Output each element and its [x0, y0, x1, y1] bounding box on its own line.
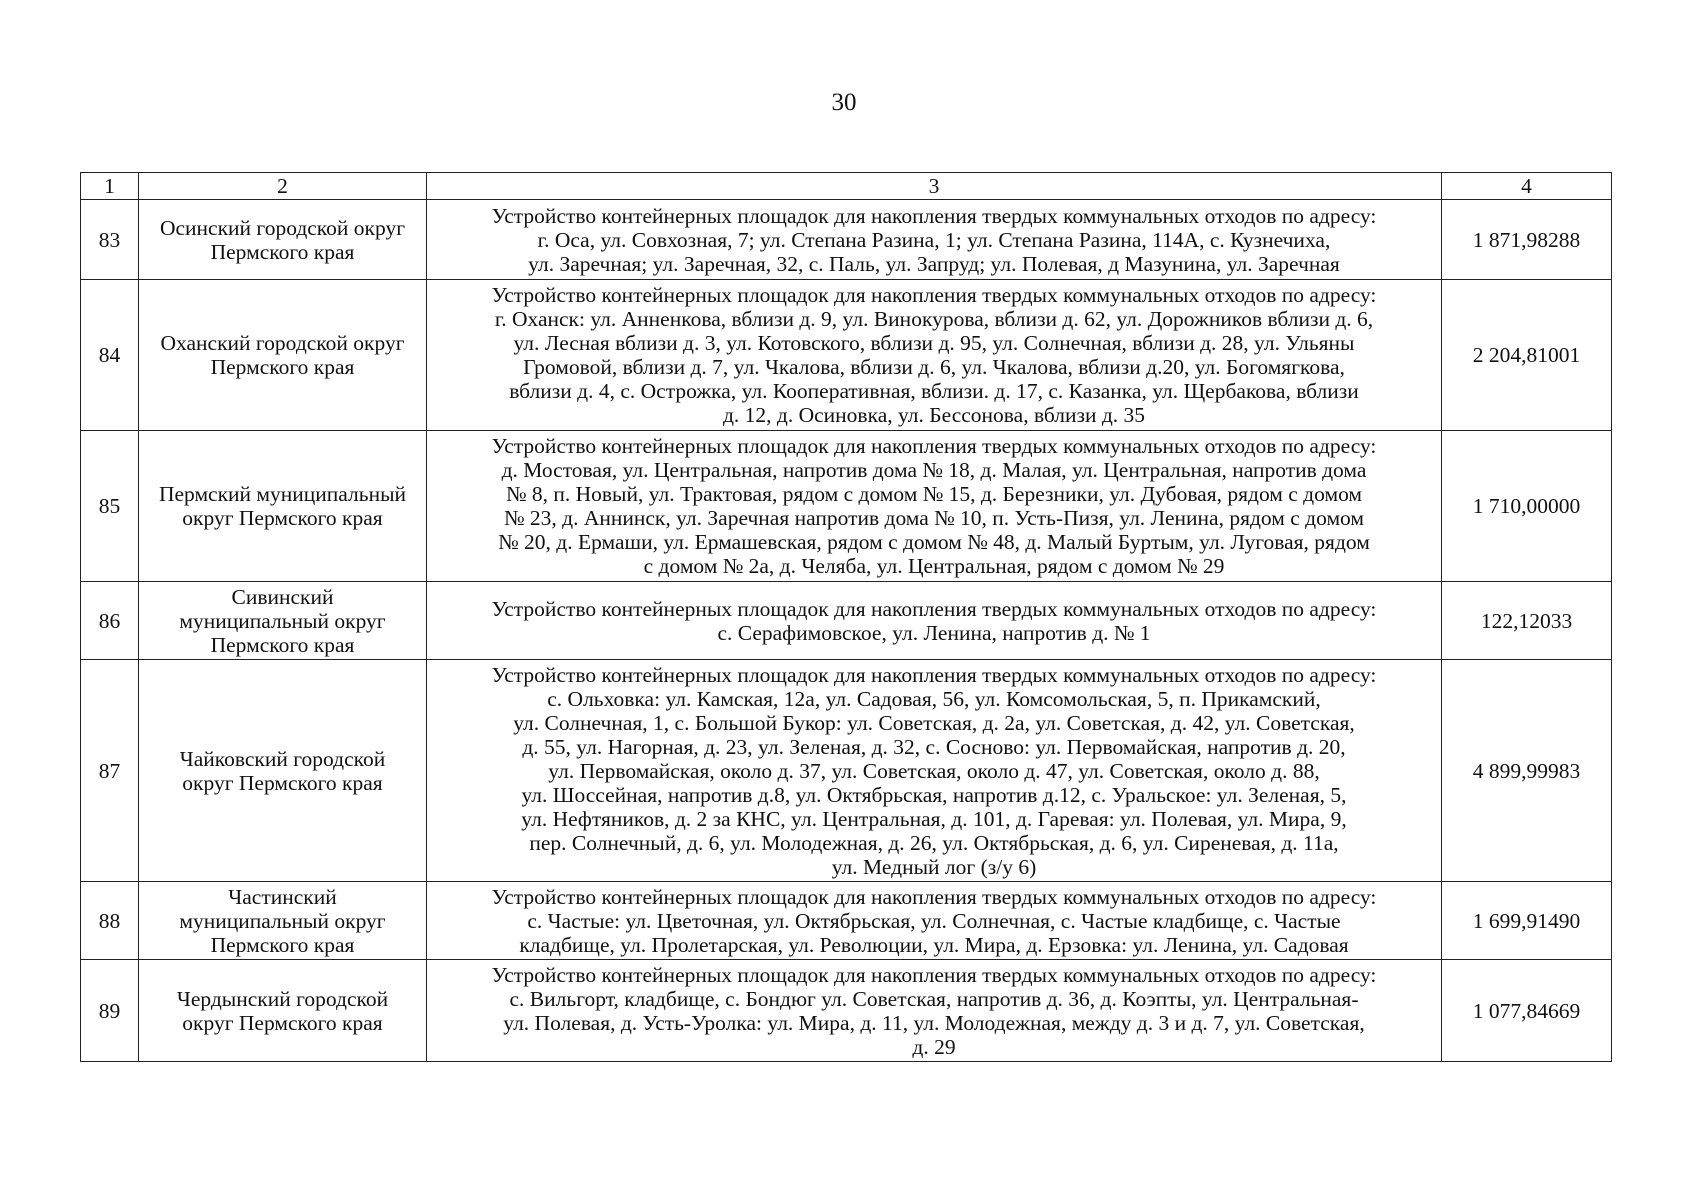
amount-value: 1 871,98288: [1442, 200, 1612, 280]
project-description: Устройство контейнерных площадок для накопления твердых коммунальных отходов по адресу: с. Ольховка: ул. Камская, 12а, ул. Садовая, 56, ул. Комсомольская, 5, п. Прикамский, ул. Солнечная, 1, с. Большой Букор: ул. Советская, д. 2а, ул. Советская, д. 42, ул. Советская, д. 55, ул. Нагорная, д. 23, ул. Зеленая, д. 32, с. Сосново: ул. Первомайская, напротив д. 20, ул. Первомайская, около д. 37, ул. Советская, около д. 47, ул. Советская, около д. 88, ул. Шоссейная, напротив д.8, ул. Октябрьская, напротив д.12, с. Уральское: ул. Зеленая, 5, ул. Нефтяников, д. 2 за КНС, ул. Центральная, д. 101, д. Гаревая: ул. Полевая, ул. Мира, 9, пер. Солнечный, д. 6, ул. Молодежная, д. 26, ул. Октябрьская, д. 6, ул. Сиреневая, д. 11а, ул. Медный лог (з/у 6): [427, 660, 1442, 882]
project-description: Устройство контейнерных площадок для накопления твердых коммунальных отходов по адресу: д. Мостовая, ул. Центральная, напротив дома № 18, д. Малая, ул. Центральная, напротив дома № 8, п. Новый, ул. Трактовая, рядом с домом № 15, д. Березники, ул. Дубовая, рядом с домом № 23, д. Аннинск, ул. Заречная напротив дома № 10, п. Усть-Пизя, ул. Ленина, рядом с домом № 20, д. Ермаши, ул. Ермашевская, рядом с домом № 48, д. Малый Буртым, ул. Луговая, рядом с домом № 2а, д. Челяба, ул. Центральная, рядом с домом № 29: [427, 431, 1442, 582]
table-row: [81, 960, 1612, 1062]
table-row: [81, 582, 1612, 660]
row-number: 89: [81, 960, 139, 1062]
amount-value: 1 699,91490: [1442, 882, 1612, 960]
row-number: 84: [81, 280, 139, 431]
row-number: 83: [81, 200, 139, 280]
page-number: 30: [831, 89, 857, 116]
header-col-3: 3: [427, 173, 1442, 200]
amount-value: 1 077,84669: [1442, 960, 1612, 1062]
municipality-name: Пермский муниципальный округ Пермского края: [139, 431, 427, 582]
municipality-name: Сивинский муниципальный округ Пермского края: [139, 582, 427, 660]
amount-value: 122,12033: [1442, 582, 1612, 660]
municipality-name: Чайковский городской округ Пермского края: [139, 660, 427, 882]
program-table: [80, 172, 1612, 1062]
table-row: [81, 660, 1612, 882]
municipality-name: Чердынский городской округ Пермского края: [139, 960, 427, 1062]
row-number: 85: [81, 431, 139, 582]
municipality-name: Оханский городской округ Пермского края: [139, 280, 427, 431]
municipality-name: Частинский муниципальный округ Пермского края: [139, 882, 427, 960]
table-row: [81, 431, 1612, 582]
amount-value: 1 710,00000: [1442, 431, 1612, 582]
municipality-name: Осинский городской округ Пермского края: [139, 200, 427, 280]
amount-value: 2 204,81001: [1442, 280, 1612, 431]
project-description: Устройство контейнерных площадок для накопления твердых коммунальных отходов по адресу: с. Вильгорт, кладбище, с. Бондюг ул. Советская, напротив д. 36, д. Коэпты, ул. Центральная- ул. Полевая, д. Усть-Уролка: ул. Мира, д. 11, ул. Молодежная, между д. 3 и д. 7, ул. Советская, д. 29: [427, 960, 1442, 1062]
project-description: Устройство контейнерных площадок для накопления твердых коммунальных отходов по адресу: с. Частые: ул. Цветочная, ул. Октябрьская, ул. Солнечная, с. Частые кладбище, с. Частые кладбище, ул. Пролетарская, ул. Революции, ул. Мира, д. Ерзовка: ул. Ленина, ул. Садовая: [427, 882, 1442, 960]
header-col-4: 4: [1442, 173, 1612, 200]
table-row: [81, 280, 1612, 431]
table-row: [81, 200, 1612, 280]
row-number: 86: [81, 582, 139, 660]
table-row: [81, 882, 1612, 960]
header-col-2: 2: [139, 173, 427, 200]
project-description: Устройство контейнерных площадок для накопления твердых коммунальных отходов по адресу: с. Серафимовское, ул. Ленина, напротив д. № 1: [427, 582, 1442, 660]
table-header-row: [81, 173, 1612, 200]
project-description: Устройство контейнерных площадок для накопления твердых коммунальных отходов по адресу: г. Оса, ул. Совхозная, 7; ул. Степана Разина, 1; ул. Степана Разина, 114А, с. Кузнечиха, ул. Заречная; ул. Заречная, 32, с. Паль, ул. Запруд; ул. Полевая, д Мазунина, ул. Заречная: [427, 200, 1442, 280]
row-number: 88: [81, 882, 139, 960]
project-description: Устройство контейнерных площадок для накопления твердых коммунальных отходов по адресу: г. Оханск: ул. Анненкова, вблизи д. 9, ул. Винокурова, вблизи д. 62, ул. Дорожников вблизи д. 6, ул. Лесная вблизи д. 3, ул. Котовского, вблизи д. 95, ул. Солнечная, вблизи д. 28, ул. Ульяны Громовой, вблизи д. 7, ул. Чкалова, вблизи д. 6, ул. Чкалова, вблизи д.20, ул. Богомягкова, вблизи д. 4, с. Острожка, ул. Кооперативная, вблизи. д. 17, с. Казанка, ул. Щербакова, вблизи д. 12, д. Осиновка, ул. Бессонова, вблизи д. 35: [427, 280, 1442, 431]
row-number: 87: [81, 660, 139, 882]
header-col-1: 1: [81, 173, 139, 200]
amount-value: 4 899,99983: [1442, 660, 1612, 882]
